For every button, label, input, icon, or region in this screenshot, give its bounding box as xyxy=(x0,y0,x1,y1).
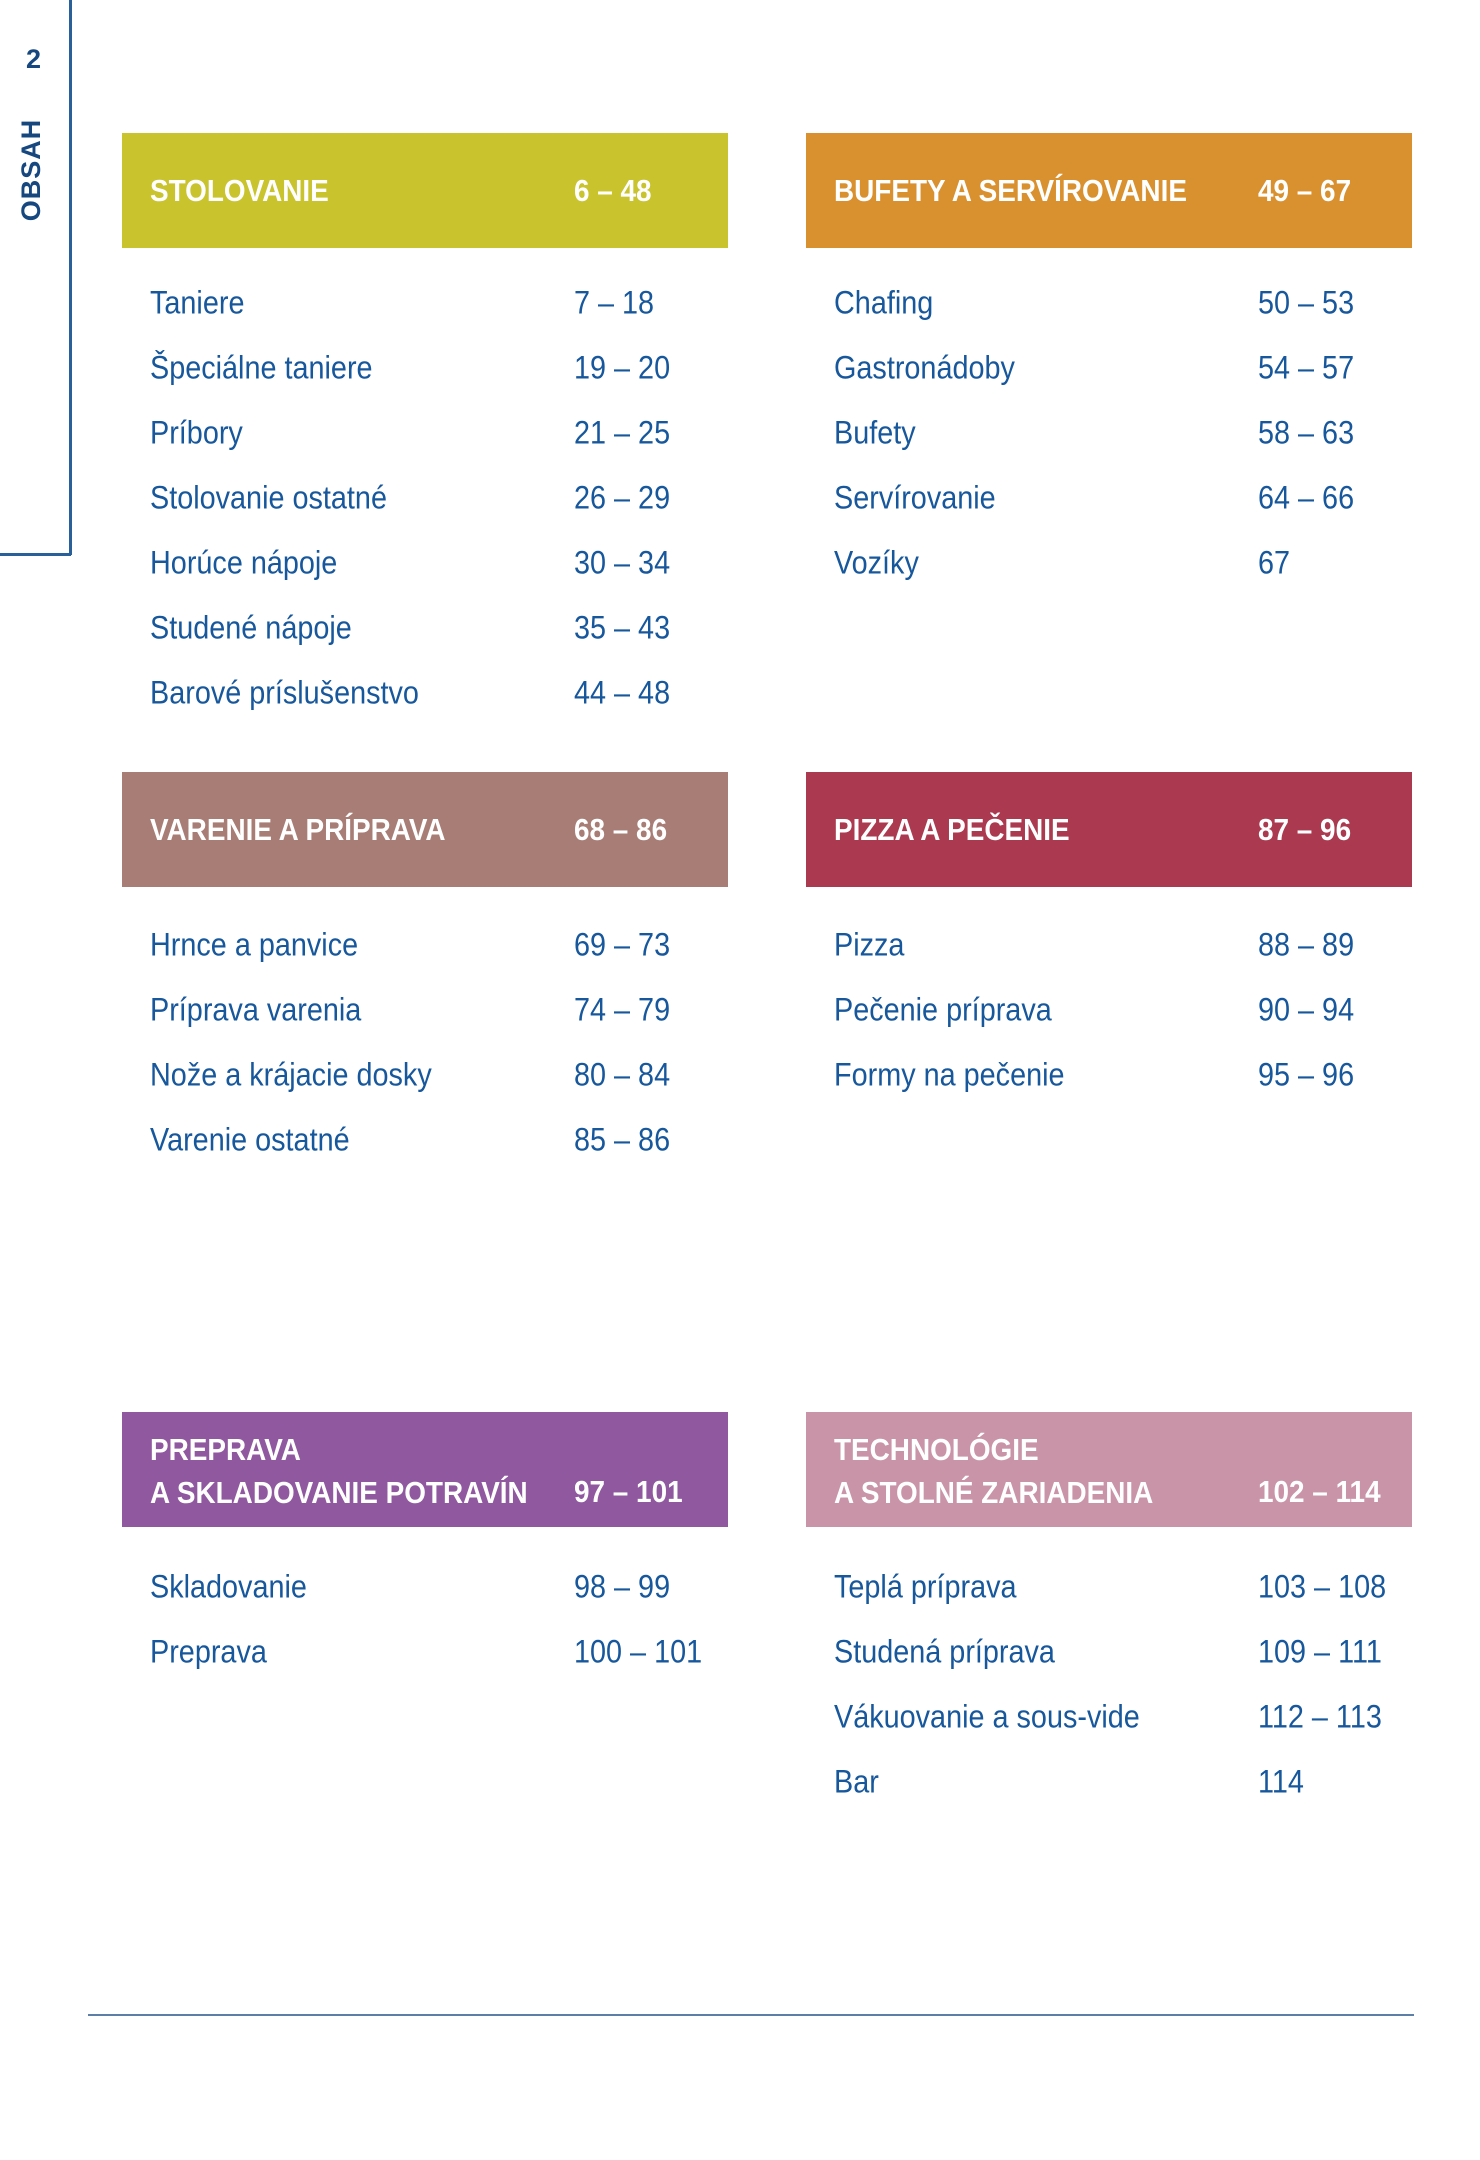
toc-entry[interactable] xyxy=(806,1042,1412,1107)
toc-entry-range: 112 – 113 xyxy=(1258,1698,1382,1734)
toc-entry-label: Chafing xyxy=(834,284,934,320)
toc-entry-range: 64 – 66 xyxy=(1258,479,1355,515)
toc-entry-label: Pizza xyxy=(834,926,905,962)
page-number: 2 xyxy=(26,44,42,74)
toc-entry-label: Varenie ostatné xyxy=(150,1121,350,1157)
toc-entry-range: 26 – 29 xyxy=(574,479,671,515)
toc-entry[interactable] xyxy=(806,1684,1412,1749)
toc-entry-label: Stolovanie ostatné xyxy=(150,479,387,515)
toc-entry-range: 80 – 84 xyxy=(574,1056,671,1092)
toc-entry-label: Príprava varenia xyxy=(150,991,362,1027)
toc-entry-label: Bufety xyxy=(834,414,916,450)
toc-entry-label: Pečenie príprava xyxy=(834,991,1052,1027)
toc-entry[interactable] xyxy=(806,465,1412,530)
section-title: PIZZA A PEČENIE xyxy=(834,811,1070,847)
toc-entry[interactable] xyxy=(122,912,728,977)
toc-entry[interactable] xyxy=(122,1619,728,1684)
toc-entry[interactable] xyxy=(122,1042,728,1107)
sidebar-obsah-label: OBSAH xyxy=(16,118,46,222)
toc-entry-label: Horúce nápoje xyxy=(150,544,338,580)
section-items-preprava xyxy=(122,1554,728,1684)
sidebar-horizontal-rule xyxy=(0,553,71,556)
section-items-stolovanie xyxy=(122,270,728,725)
section-page-range: 87 – 96 xyxy=(1258,811,1352,847)
toc-entry[interactable] xyxy=(806,400,1412,465)
toc-entry-label: Preprava xyxy=(150,1633,267,1669)
toc-entry[interactable] xyxy=(806,1749,1412,1814)
toc-entry-range: 50 – 53 xyxy=(1258,284,1355,320)
toc-entry[interactable] xyxy=(122,335,728,400)
toc-entry-range: 100 – 101 xyxy=(574,1633,703,1669)
toc-entry[interactable] xyxy=(806,335,1412,400)
toc-entry[interactable] xyxy=(122,270,728,335)
toc-entry-label: Špeciálne taniere xyxy=(150,349,373,385)
toc-entry-label: Príbory xyxy=(150,414,243,450)
toc-entry-label: Gastronádoby xyxy=(834,349,1015,385)
toc-entry-range: 19 – 20 xyxy=(574,349,671,385)
toc-entry[interactable] xyxy=(122,530,728,595)
toc-entry-label: Servírovanie xyxy=(834,479,996,515)
toc-entry-range: 90 – 94 xyxy=(1258,991,1355,1027)
toc-entry-label: Studená príprava xyxy=(834,1633,1055,1669)
toc-entry-label: Formy na pečenie xyxy=(834,1056,1065,1092)
toc-entry-range: 35 – 43 xyxy=(574,609,671,645)
toc-entry-label: Studené nápoje xyxy=(150,609,352,645)
toc-entry-range: 98 – 99 xyxy=(574,1568,671,1604)
toc-entry-range: 103 – 108 xyxy=(1258,1568,1387,1604)
toc-entry-range: 69 – 73 xyxy=(574,926,671,962)
section-items-varenie xyxy=(122,912,728,1172)
toc-entry-range: 7 – 18 xyxy=(574,284,655,320)
section-page-range: 97 – 101 xyxy=(574,1474,683,1509)
section-header-varenie-a-priprava[interactable] xyxy=(122,772,728,887)
toc-entry-label: Vozíky xyxy=(834,544,919,580)
section-page-range: 49 – 67 xyxy=(1258,172,1352,208)
section-header-pizza-a-pecenie[interactable] xyxy=(806,772,1412,887)
toc-entry-range: 74 – 79 xyxy=(574,991,671,1027)
section-header-technologie-a-stolne-zariadenia[interactable] xyxy=(806,1412,1412,1527)
toc-entry-range: 88 – 89 xyxy=(1258,926,1355,962)
toc-entry[interactable] xyxy=(806,530,1412,595)
section-page-range: 6 – 48 xyxy=(574,172,652,208)
section-page-range: 68 – 86 xyxy=(574,811,668,847)
section-title: BUFETY A SERVÍROVANIE xyxy=(834,172,1187,208)
toc-entry[interactable] xyxy=(122,1107,728,1172)
toc-entry[interactable] xyxy=(122,1554,728,1619)
section-title-line1: PREPRAVA xyxy=(150,1432,301,1467)
toc-entry-range: 21 – 25 xyxy=(574,414,671,450)
toc-entry[interactable] xyxy=(122,400,728,465)
toc-entry-range: 109 – 111 xyxy=(1258,1633,1382,1669)
toc-entry-label: Vákuovanie a sous-vide xyxy=(834,1698,1140,1734)
footer-rule xyxy=(88,2014,1414,2016)
section-header-preprava-a-skladovanie[interactable] xyxy=(122,1412,728,1527)
section-items-bufety xyxy=(806,270,1412,595)
toc-entry-range: 114 xyxy=(1258,1763,1304,1799)
toc-entry-range: 85 – 86 xyxy=(574,1121,671,1157)
toc-entry-label: Teplá príprava xyxy=(834,1568,1017,1604)
section-title: VARENIE A PRÍPRAVA xyxy=(150,811,446,847)
section-title-line1: TECHNOLÓGIE xyxy=(834,1432,1039,1467)
toc-entry-range: 30 – 34 xyxy=(574,544,671,580)
toc-entry-label: Taniere xyxy=(150,284,245,320)
section-title-line2: A STOLNÉ ZARIADENIA xyxy=(834,1475,1154,1510)
toc-entry-range: 54 – 57 xyxy=(1258,349,1355,385)
section-items-technologie xyxy=(806,1554,1412,1814)
toc-entry[interactable] xyxy=(122,465,728,530)
toc-entry-range: 44 – 48 xyxy=(574,674,671,710)
section-title-line2: A SKLADOVANIE POTRAVÍN xyxy=(150,1475,528,1510)
toc-entry[interactable] xyxy=(806,977,1412,1042)
toc-entry[interactable] xyxy=(806,912,1412,977)
toc-entry-range: 95 – 96 xyxy=(1258,1056,1355,1092)
section-header-stolovanie[interactable] xyxy=(122,133,728,248)
toc-entry[interactable] xyxy=(806,1619,1412,1684)
toc-entry-label: Nože a krájacie dosky xyxy=(150,1056,432,1092)
sidebar-vertical-rule xyxy=(69,0,72,555)
toc-entry-label: Skladovanie xyxy=(150,1568,307,1604)
toc-entry[interactable] xyxy=(122,595,728,660)
toc-entry[interactable] xyxy=(122,660,728,725)
section-title: STOLOVANIE xyxy=(150,172,329,208)
section-header-bufety-a-servirovanie[interactable] xyxy=(806,133,1412,248)
section-page-range: 102 – 114 xyxy=(1258,1474,1381,1509)
toc-entry-range: 67 xyxy=(1258,544,1291,580)
toc-entry[interactable] xyxy=(122,977,728,1042)
toc-entry-label: Barové príslušenstvo xyxy=(150,674,419,710)
toc-entry[interactable] xyxy=(806,1554,1412,1619)
toc-entry-label: Bar xyxy=(834,1763,879,1799)
toc-entry-label: Hrnce a panvice xyxy=(150,926,359,962)
section-items-pizza xyxy=(806,912,1412,1107)
toc-entry[interactable] xyxy=(806,270,1412,335)
toc-entry-range: 58 – 63 xyxy=(1258,414,1355,450)
